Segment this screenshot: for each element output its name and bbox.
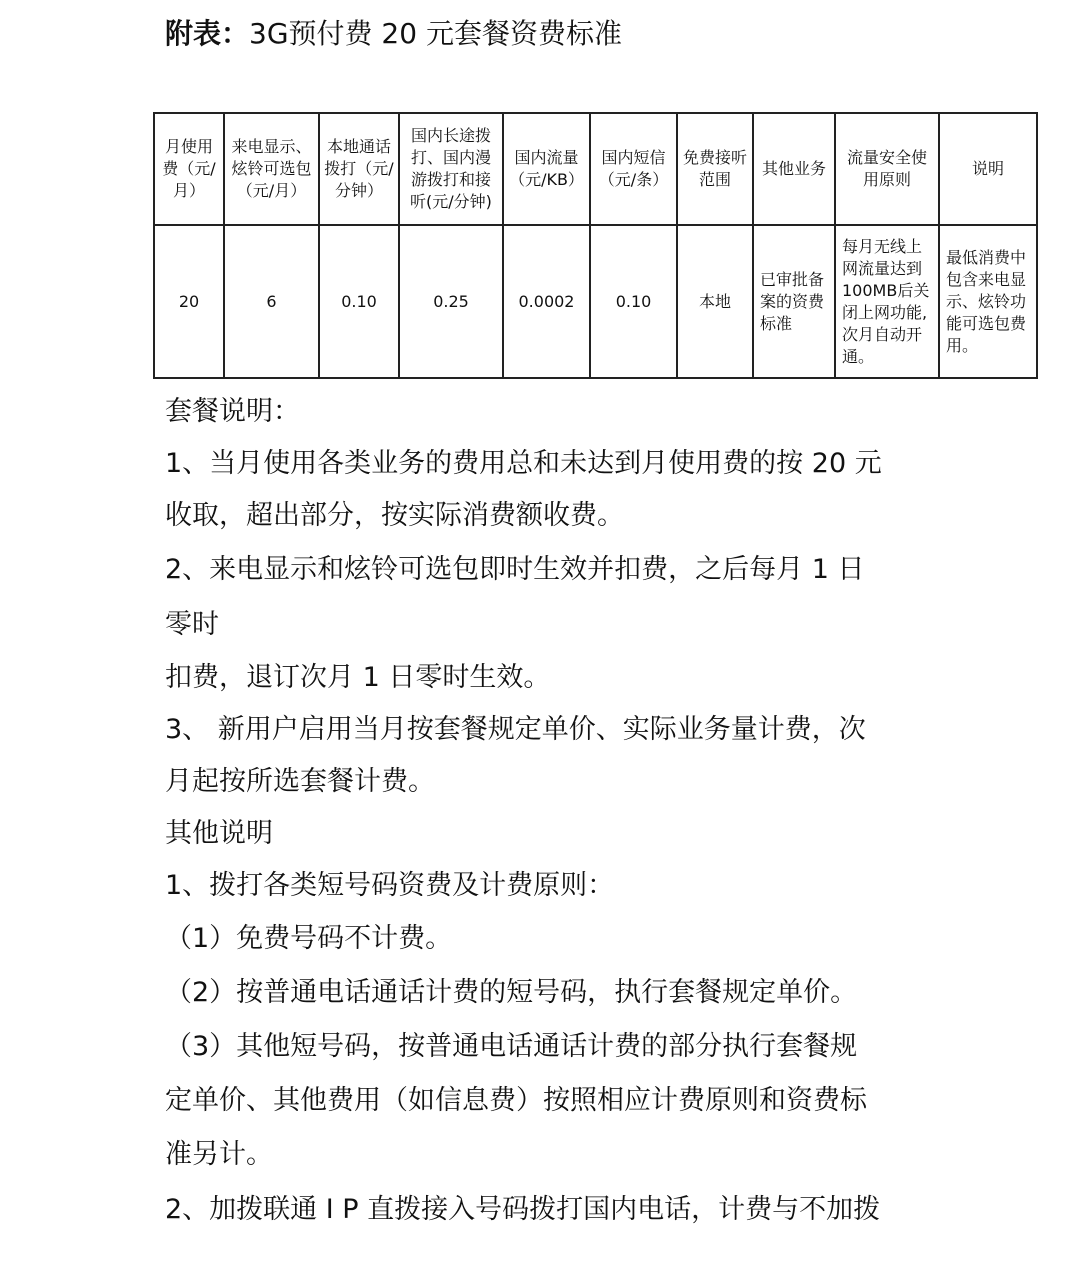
note-line: （3）其他短号码，按普通电话通话计费的部分执行套餐规 <box>165 1031 858 1062</box>
header-cell: 本地通话拨打（元/分钟） <box>319 113 399 225</box>
header-cell: 说明 <box>939 113 1037 225</box>
note-line: 扣费，退订次月 1 日零时生效。 <box>165 662 551 693</box>
data-cell: 0.0002 <box>503 225 590 378</box>
title-text: 3G预付费 20 元套餐资费标准 <box>249 17 622 50</box>
note-line: 3、 新用户启用当月按套餐规定单价、实际业务量计费，次 <box>165 714 866 745</box>
data-cell: 0.10 <box>319 225 399 378</box>
data-cell: 本地 <box>677 225 753 378</box>
header-cell: 国内短信（元/条） <box>590 113 677 225</box>
header-cell: 免费接听范围 <box>677 113 753 225</box>
header-cell: 其他业务 <box>753 113 835 225</box>
table-row <box>154 225 1037 378</box>
header-cell: 国内流量（元/KB） <box>503 113 590 225</box>
table-header-row <box>154 113 1037 225</box>
section-heading: 其他说明 <box>165 818 273 849</box>
data-cell: 6 <box>224 225 319 378</box>
note-line: 月起按所选套餐计费。 <box>165 766 435 797</box>
header-cell: 国内长途拨打、国内漫游拨打和接听(元/分钟) <box>399 113 503 225</box>
note-line: 2、加拨联通 I P 直拨接入号码拨打国内电话，计费与不加拨 <box>165 1194 881 1225</box>
header-cell: 来电显示、炫铃可选包（元/月） <box>224 113 319 225</box>
note-line: 1、拨打各类短号码资费及计费原则： <box>165 870 615 901</box>
note-line: 1、当月使用各类业务的费用总和未达到月使用费的按 20 元 <box>165 448 882 479</box>
notes-section <box>165 386 925 1238</box>
title-prefix: 附表： <box>165 17 250 50</box>
note-line: （2）按普通电话通话计费的短号码，执行套餐规定单价。 <box>165 977 858 1008</box>
data-cell: 20 <box>154 225 224 378</box>
header-cell: 月使用费（元/月） <box>154 113 224 225</box>
note-line: 准另计。 <box>165 1139 273 1170</box>
data-cell: 最低消费中包含来电显示、炫铃功能可选包费用。 <box>939 225 1037 378</box>
data-cell: 每月无线上网流量达到100MB后关闭上网功能,次月自动开通。 <box>835 225 939 378</box>
note-line: 收取，超出部分，按实际消费额收费。 <box>165 500 624 531</box>
data-cell: 0.10 <box>590 225 677 378</box>
note-line: （1）免费号码不计费。 <box>165 923 453 954</box>
header-cell: 流量安全使用原则 <box>835 113 939 225</box>
note-line: 零时 <box>165 609 219 640</box>
note-line: 2、来电显示和炫铃可选包即时生效并扣费，之后每月 1 日 <box>165 554 865 585</box>
section-heading: 套餐说明： <box>165 396 300 427</box>
page-title <box>165 14 622 54</box>
data-cell: 已审批备案的资费标准 <box>753 225 835 378</box>
data-cell: 0.25 <box>399 225 503 378</box>
tariff-table <box>153 112 1038 379</box>
note-line: 定单价、其他费用（如信息费）按照相应计费原则和资费标 <box>165 1085 867 1116</box>
